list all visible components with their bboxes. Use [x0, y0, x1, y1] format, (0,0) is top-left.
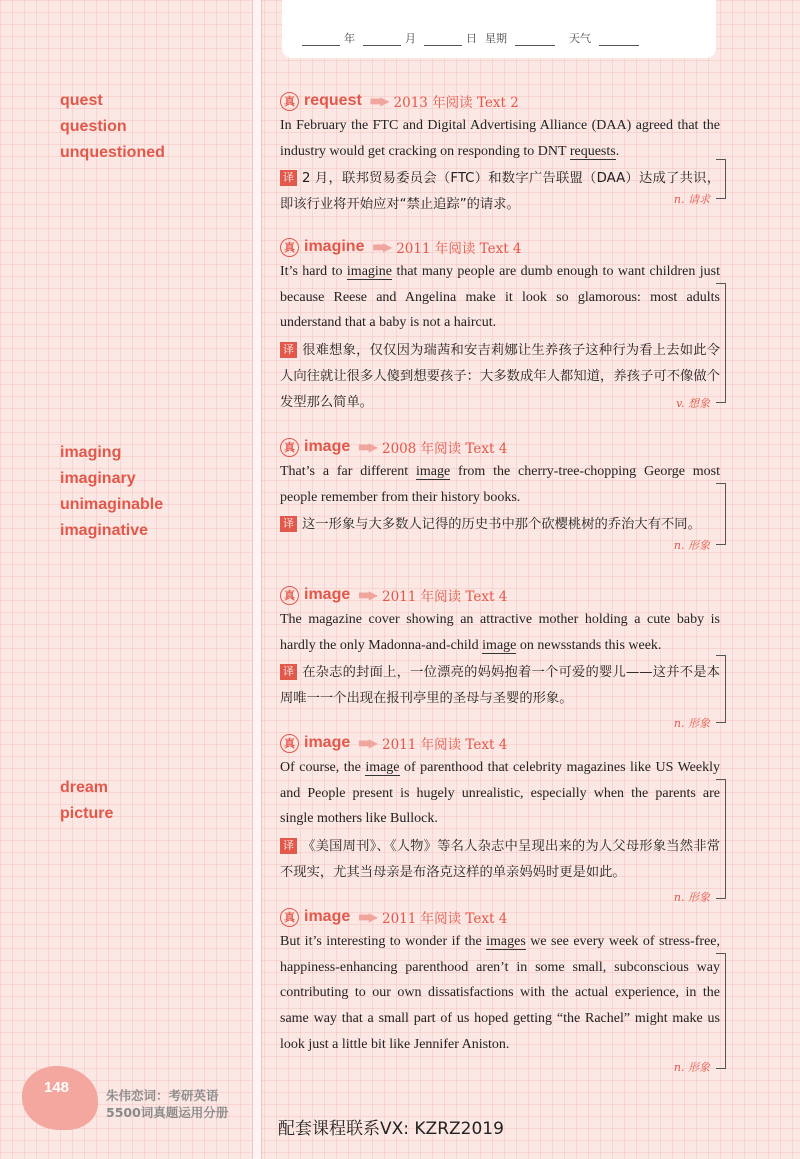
- weather-blank: [599, 45, 639, 46]
- keyword: image: [482, 637, 517, 653]
- related-word: quest: [60, 92, 103, 109]
- bracket-line: [716, 779, 726, 899]
- arrow-icon: ■■▶: [358, 439, 376, 454]
- exam-source: 2013 年阅读 Text 2: [393, 95, 519, 111]
- related-word: dream: [60, 779, 109, 796]
- weather-label: 天气: [569, 32, 591, 45]
- book-title-line: 5500词真题运用分册: [106, 1105, 229, 1120]
- related-word: imaginative: [60, 522, 149, 539]
- english-sentence: Of course, the image of parenthood that celebrity magazines like US Weekly and People present is hugely unrealistic, especially when the parents are single mothers like Bullock.: [280, 760, 720, 827]
- related-word: imaging: [60, 444, 122, 461]
- exam-source: 2011 年阅读 Text 4: [396, 241, 522, 257]
- keyword: requests: [569, 143, 616, 159]
- related-word: unquestioned: [60, 144, 165, 161]
- chinese-translation: 译 这一形象与大多数人记得的历史书中那个砍樱桃树的乔治大有不同。: [280, 512, 720, 538]
- related-word: unimaginable: [60, 496, 164, 513]
- related-words-group: [60, 88, 165, 166]
- example-entry: [280, 235, 720, 416]
- keyword: imagine: [346, 264, 393, 279]
- part-of-speech: n. 形象: [673, 891, 710, 904]
- book-title: [106, 1087, 228, 1121]
- page-divider: [252, 0, 262, 1159]
- arrow-icon: ■■▶: [358, 909, 376, 924]
- real-exam-badge-icon: 真: [280, 734, 299, 753]
- arrow-icon: ■■▶: [358, 587, 376, 602]
- example-entry: [280, 905, 720, 1074]
- headword: image: [304, 438, 351, 455]
- part-of-speech: n. 请求: [673, 193, 710, 206]
- related-word: imaginary: [60, 470, 136, 487]
- bracket-line: [716, 283, 726, 403]
- translation-icon: 译: [280, 516, 297, 532]
- real-exam-badge-icon: 真: [280, 238, 299, 257]
- year-blank: [302, 45, 340, 46]
- day-blank: [424, 45, 462, 46]
- real-exam-badge-icon: 真: [280, 908, 299, 927]
- page-number: 148: [44, 1079, 70, 1096]
- contact-watermark: 配套课程联系VX: KZRZ2019: [278, 1119, 504, 1139]
- year-label: 年: [344, 32, 355, 45]
- example-entry: [280, 583, 720, 730]
- exam-source: 2011 年阅读 Text 4: [381, 911, 508, 927]
- bracket-line: [716, 655, 726, 723]
- chinese-translation: 译 2 月，联邦贸易委员会（FTC）和数字广告联盟（DAA）达成了共识，即该行业将开始应对“禁止追踪”的请求。: [280, 171, 720, 213]
- headword: request: [304, 92, 362, 109]
- example-entry: [280, 731, 720, 904]
- arrow-icon: ■■▶: [372, 239, 391, 254]
- headword: image: [304, 586, 351, 603]
- bracket-line: [716, 953, 726, 1069]
- exam-source: 2008 年阅读 Text 4: [381, 441, 508, 457]
- page-number-badge: [22, 1066, 98, 1130]
- entry-header: [280, 905, 720, 929]
- translation-icon: 译: [280, 170, 297, 186]
- day-label: 日: [466, 32, 477, 45]
- english-sentence: In February the FTC and Digital Advertising Alliance (DAA) agreed that the industry would get cracking on responding to DNT requests.: [280, 118, 720, 159]
- exam-source: 2011 年阅读 Text 4: [381, 737, 508, 753]
- arrow-icon: ■■▶: [369, 93, 388, 108]
- weekday-blank: [515, 45, 555, 46]
- english-sentence: But it’s interesting to wonder if the images we see every week of stress-free, happiness-enhancing parenthood aren’t in some small, subconscious way contributing to our own dissatisfactions with the actual experience, in the same way that a small part of us hoped getting “the Rachel” might make us look just a little bit like Jennifer Aniston.: [280, 934, 720, 1052]
- keyword: image: [416, 464, 451, 479]
- part-of-speech: n. 形象: [673, 1061, 710, 1074]
- real-exam-badge-icon: 真: [280, 586, 299, 605]
- related-words-group: [60, 775, 113, 827]
- related-word: picture: [60, 805, 114, 822]
- entry-header: [280, 235, 720, 259]
- chinese-translation: 译 在杂志的封面上，一位漂亮的妈妈抱着一个可爱的婴儿——这并不是本周唯一一个出现在报刊亭里的圣母与圣婴的形象。: [280, 665, 720, 707]
- example-entry: [280, 435, 721, 552]
- headword: image: [304, 908, 351, 925]
- bracket-line: [716, 483, 726, 545]
- keyword: images: [486, 934, 526, 949]
- example-entry: [280, 89, 720, 218]
- chinese-translation: 译 《美国周刊》、《人物》等名人杂志中呈现出来的为人父母形象当然非常不现实，尤其当母亲是布洛克这样的单亲妈妈时更是如此。: [280, 839, 720, 881]
- part-of-speech: n. 形象: [673, 717, 710, 730]
- english-sentence: That’s a far different image from the cherry-tree-chopping George most people remember from their history books.: [280, 464, 721, 505]
- headword: image: [304, 734, 351, 751]
- part-of-speech: v. 想象: [676, 397, 710, 410]
- date-weather-bar: [282, 0, 716, 58]
- translation-icon: 译: [280, 838, 297, 854]
- related-words-group: [60, 440, 163, 544]
- month-label: 月: [405, 32, 416, 45]
- headword: imagine: [304, 238, 365, 255]
- keyword: image: [365, 760, 400, 775]
- exam-source: 2011 年阅读 Text 4: [381, 589, 508, 605]
- related-word: question: [60, 118, 127, 135]
- translation-icon: 译: [280, 342, 297, 358]
- real-exam-badge-icon: 真: [280, 92, 299, 111]
- book-title-line: 朱伟恋词：考研英语: [106, 1088, 219, 1103]
- weekday-label: 星期: [485, 32, 507, 45]
- arrow-icon: ■■▶: [358, 735, 376, 750]
- translation-icon: 译: [280, 664, 297, 680]
- part-of-speech: n. 形象: [673, 539, 710, 552]
- english-sentence: The magazine cover showing an attractive mother holding a cute baby is hardly the only Madonna-and-child image on newsstands this week.: [280, 612, 720, 653]
- entry-header: [280, 731, 720, 755]
- bracket-line: [716, 159, 726, 199]
- entry-header: [280, 583, 720, 607]
- entry-header: [280, 89, 720, 113]
- real-exam-badge-icon: 真: [280, 438, 299, 457]
- english-sentence: It’s hard to imagine that many people are dumb enough to want children just because Reese and Angelina make it look so glamorous: most adults understand that a baby is not a haircut.: [280, 264, 721, 331]
- month-blank: [363, 45, 401, 46]
- entry-header: [280, 435, 720, 459]
- chinese-translation: 译 很难想象，仅仅因为瑞茜和安吉莉娜让生养孩子这种行为看上去如此令人向往就让很多人傻到想要孩子：大多数成年人都知道，养孩子可不像做个发型那么简单。: [280, 343, 720, 411]
